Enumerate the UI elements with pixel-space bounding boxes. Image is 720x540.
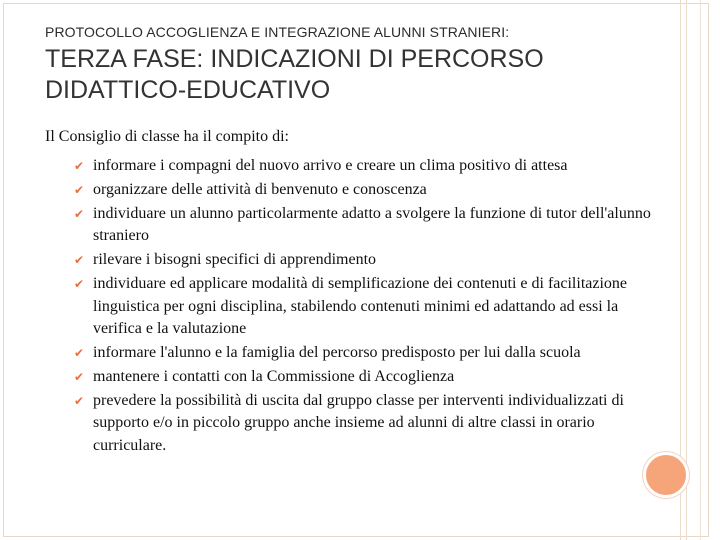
intro-text: Il Consiglio di classe ha il compito di: [45,128,289,145]
checkmark-icon: ✔ [74,182,85,197]
slide-subtitle: PROTOCOLLO ACCOGLIENZA E INTEGRAZIONE ALUNNI STRANIERI: [45,24,510,40]
checkmark-icon: ✔ [74,206,85,221]
list-item [74,366,659,389]
list-item [74,155,659,178]
checkmark-icon: ✔ [74,253,85,268]
list-item [74,179,659,202]
list-item [74,203,659,248]
checkmark-icon: ✔ [74,277,85,292]
bullet-list [74,155,659,459]
list-item-text: individuare ed applicare modalità di semplificazione dei contenuti e di facilitazione linguistica per ogni disciplina, stabilendo contenuti minimi ed adattando ad essi la verifica e la valutazione [93,275,628,338]
list-item-text: informare i compagni del nuovo arrivo e creare un clima positivo di attesa [93,157,568,174]
list-item [74,249,659,272]
list-item [74,390,659,458]
list-item-text: organizzare delle attività di benvenuto e conoscenza [93,180,427,198]
decorative-circle [643,452,689,498]
list-item-text: prevedere la possibilità di uscita dal gruppo classe per interventi individualizzati di supporto e/o in piccolo gruppo anche insieme ad alunni di altre classi in orario curriculare. [93,391,624,454]
checkmark-icon: ✔ [74,159,85,173]
checkmark-icon: ✔ [74,345,85,360]
title-line-2: DIDATTICO-EDUCATIVO [45,76,331,104]
title-line-1: TERZA FASE: INDICAZIONI DI PERCORSO [45,45,544,73]
checkmark-icon: ✔ [74,369,85,384]
decorative-rule [686,0,687,540]
decorative-rule [700,0,701,540]
checkmark-icon: ✔ [74,393,85,408]
list-item-text: rilevare i bisogni specifici di apprendimento [93,251,377,269]
list-item-text: individuare un alunno particolarmente adatto a svolgere la funzione di tutor dell'alunno straniero [93,204,651,245]
list-item-text: mantenere i contatti con la Commissione di Accoglienza [93,367,455,385]
slide-title [45,44,665,106]
list-item-text: informare l'alunno e la famiglia del percorso predisposto per lui dalla scuola [93,343,581,361]
list-item [74,273,659,341]
list-item [74,342,659,365]
